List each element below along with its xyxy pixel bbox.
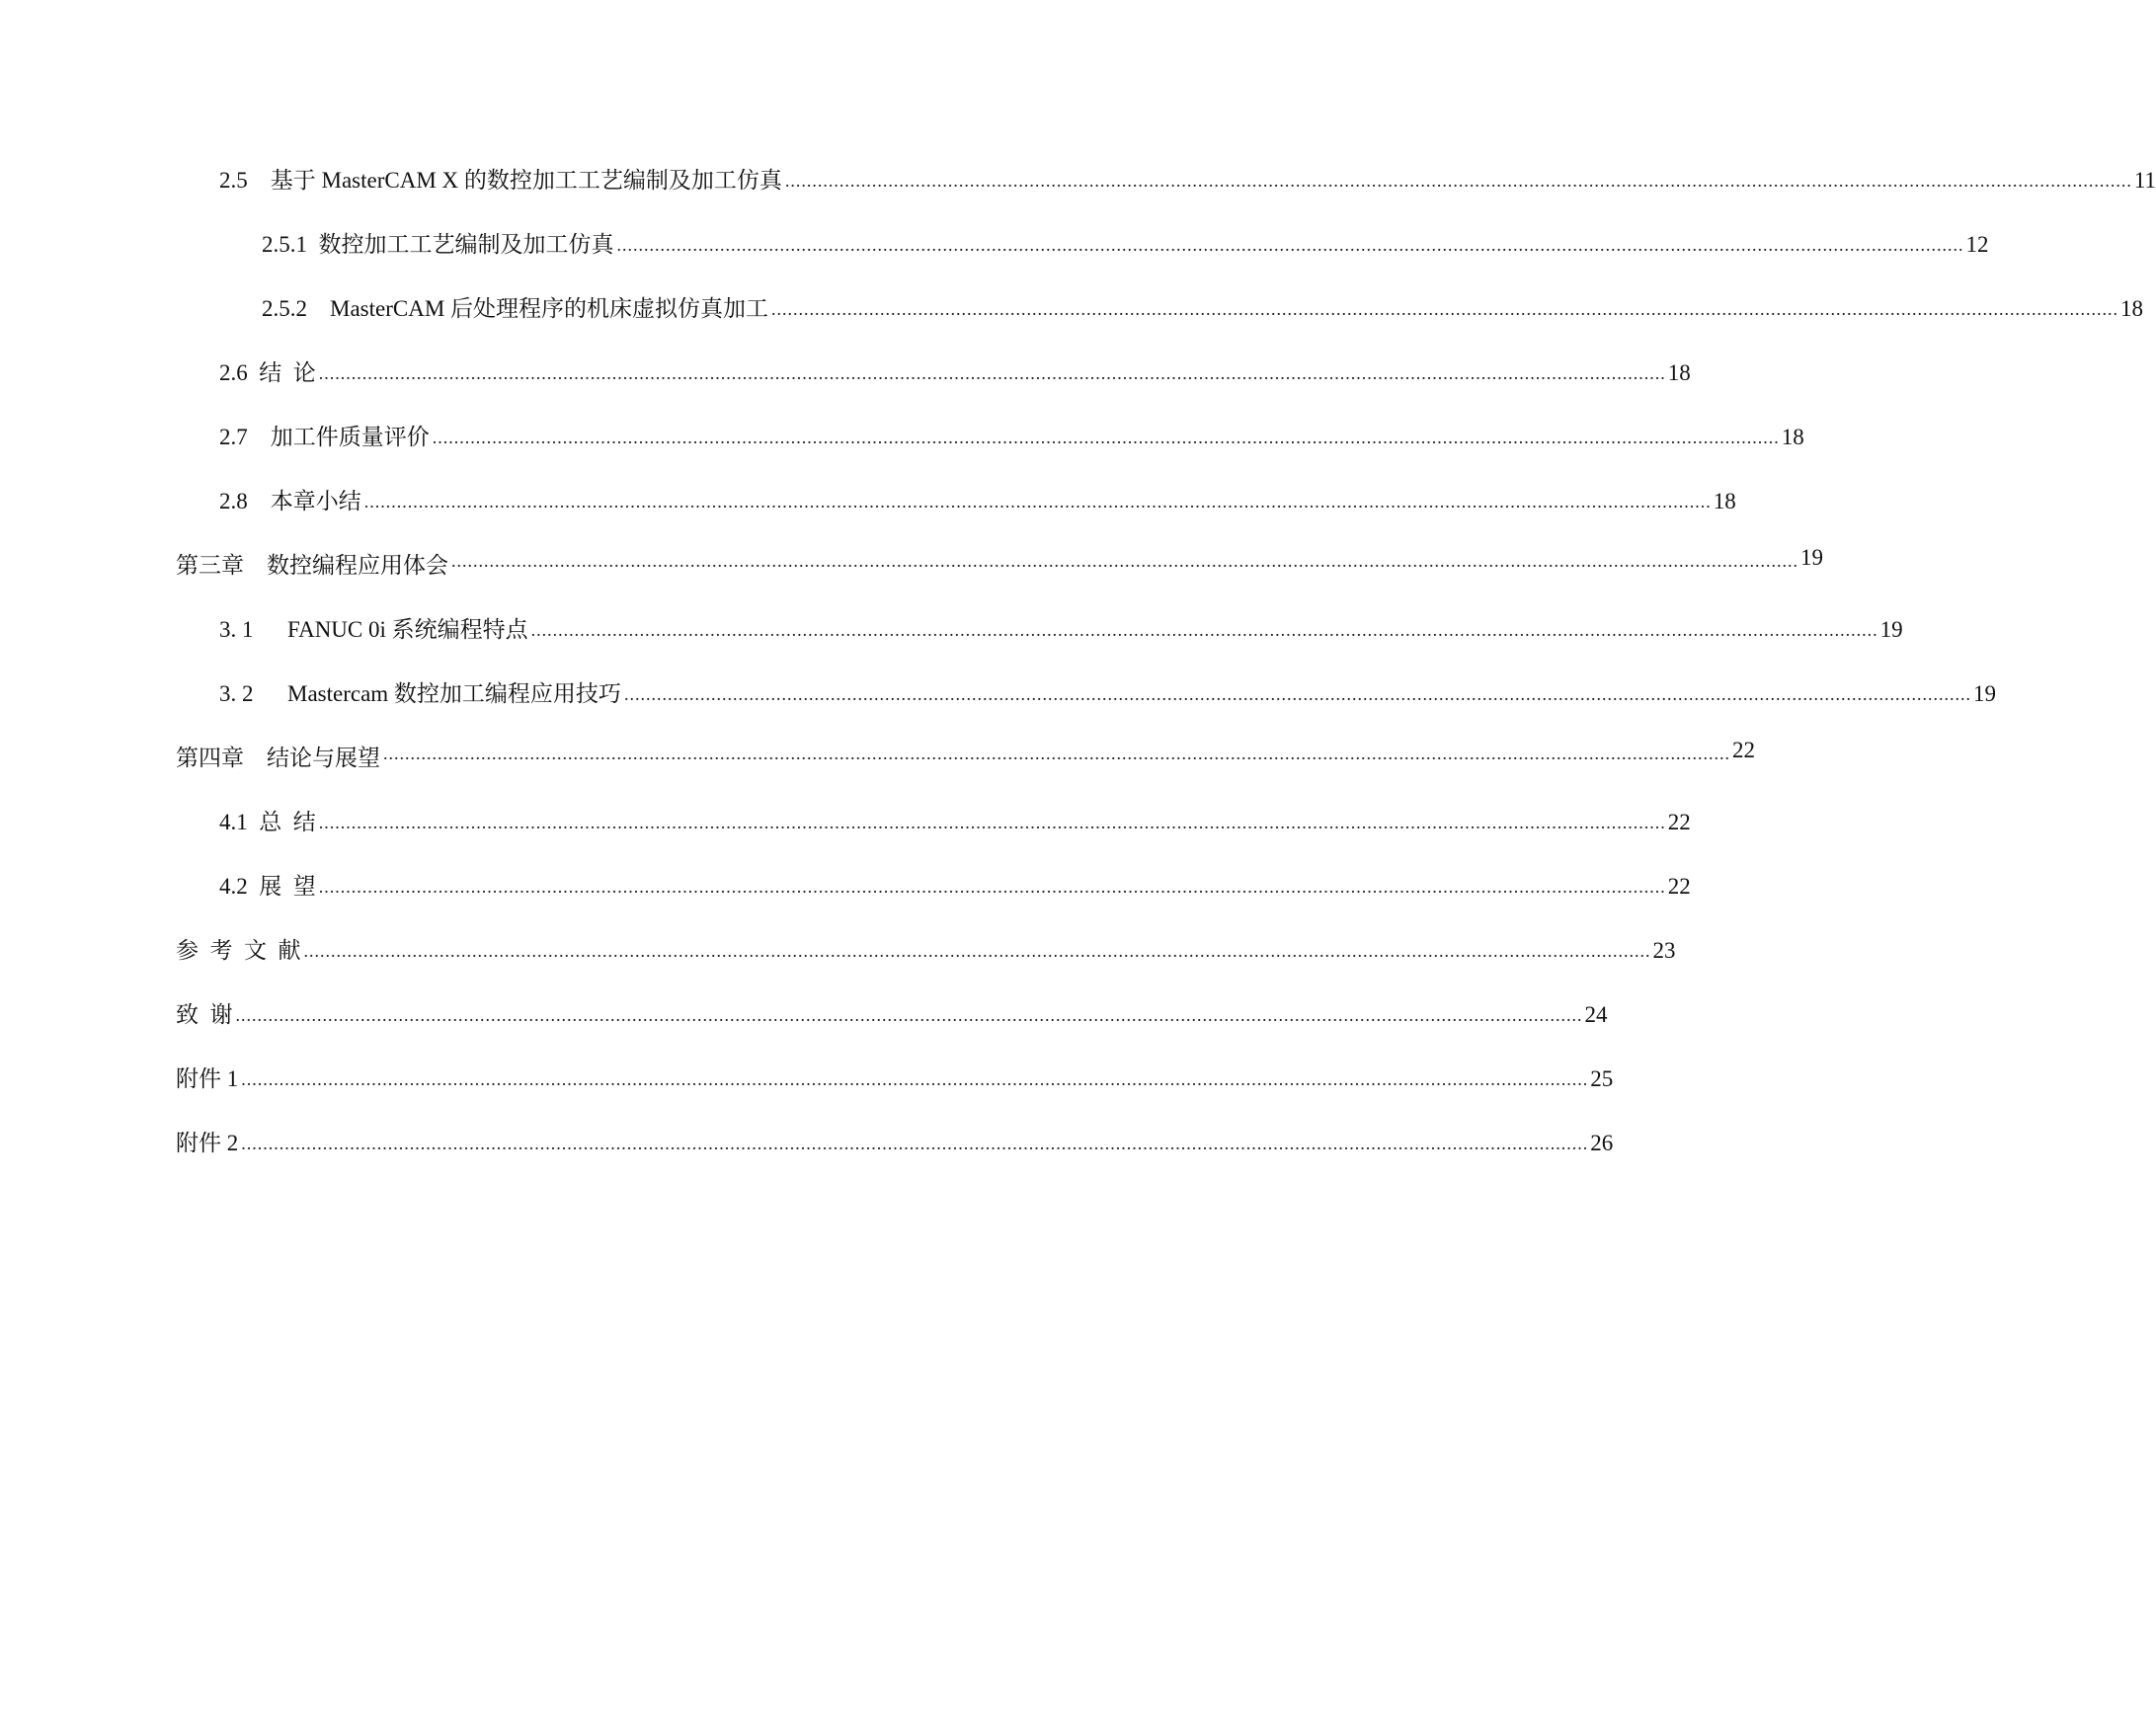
toc-entry-label: 第四章 结论与展望: [176, 746, 380, 770]
dot-leader: ........................................................................................................................................................................................................................................................: [318, 877, 1666, 897]
toc-entry-page: 18: [1781, 425, 1804, 449]
toc-entry-label: 附件 2: [176, 1131, 239, 1155]
toc-entry-page: 25: [1590, 1066, 1614, 1091]
toc-entry-2-8[interactable]: [219, 477, 1736, 516]
toc-entry-page: 19: [1879, 617, 1903, 642]
toc-entry-label: 参 考 文 献: [176, 938, 301, 963]
toc-entry-page: 22: [1667, 810, 1691, 834]
dot-leader: ........................................................................................................................................................................................................................................................: [432, 428, 1780, 447]
dot-leader: ........................................................................................................................................................................................................................................................: [623, 684, 1971, 704]
toc-entry-3-2[interactable]: [219, 669, 1996, 709]
toc-entry-page: 18: [1713, 489, 1736, 513]
toc-entry-page: 18: [2120, 296, 2144, 321]
dot-leader: ........................................................................................................................................................................................................................................................: [318, 813, 1666, 832]
dot-leader: ........................................................................................................................................................................................................................................................: [530, 620, 1878, 640]
toc-entry-label: 4.2 展 望: [219, 874, 316, 899]
toc-entry-label: 2.6 结 论: [219, 360, 316, 385]
toc-entry-label: 附件 1: [176, 1066, 239, 1091]
toc-entry-label: 3. 1 FANUC 0i 系统编程特点: [219, 617, 528, 642]
toc-entry-label: 2.5 基于 MasterCAM X 的数控加工工艺编制及加工仿真: [219, 168, 782, 193]
toc-entry-page: 22: [1667, 874, 1691, 899]
toc-entry-appendix-2[interactable]: [176, 1119, 1614, 1158]
toc-entry-label: 2.7 加工件质量评价: [219, 425, 430, 449]
dot-leader: ........................................................................................................................................................................................................................................................: [771, 299, 2119, 319]
toc-entry-page: 22: [1732, 738, 1755, 762]
toc-entry-page: 26: [1590, 1131, 1614, 1155]
toc-entry-page: 19: [1800, 545, 1823, 570]
toc-entry-2-5-2[interactable]: [262, 284, 2144, 324]
toc-entry-label: 第三章 数控编程应用体会: [176, 553, 448, 578]
toc-entry-label: 4.1 总 结: [219, 810, 316, 834]
dot-leader: ........................................................................................................................................................................................................................................................: [383, 744, 1730, 763]
toc-entry-3-1[interactable]: [219, 605, 1903, 645]
toc-entry-label: 致 谢: [176, 1002, 233, 1027]
dot-leader: ........................................................................................................................................................................................................................................................: [241, 1134, 1589, 1153]
toc-entry-2-5-1[interactable]: [262, 220, 1989, 260]
dot-leader: ........................................................................................................................................................................................................................................................: [241, 1069, 1589, 1089]
toc-entry-page: 19: [1972, 681, 1996, 706]
toc-entry-2-7[interactable]: [219, 413, 1804, 452]
toc-entry-page: 23: [1652, 938, 1676, 963]
dot-leader: ........................................................................................................................................................................................................................................................: [616, 235, 1964, 255]
toc-entry-appendix-1[interactable]: [176, 1055, 1614, 1094]
toc-entry-page: 18: [1667, 360, 1691, 385]
dot-leader: ........................................................................................................................................................................................................................................................: [318, 363, 1666, 383]
dot-leader: ........................................................................................................................................................................................................................................................: [363, 492, 1712, 512]
toc-entry-4-2[interactable]: [219, 862, 1691, 902]
toc-entry-2-6[interactable]: [219, 349, 1691, 388]
toc-entry-label: 2.5.2 MasterCAM 后处理程序的机床虚拟仿真加工: [262, 296, 769, 321]
toc-entry-page: 12: [1965, 232, 1989, 257]
toc-entry-2-5[interactable]: [219, 156, 2156, 196]
toc-entry-chapter-3[interactable]: [176, 541, 1823, 581]
toc-entry-label: 2.8 本章小结: [219, 489, 361, 513]
dot-leader: ........................................................................................................................................................................................................................................................: [235, 1005, 1583, 1025]
dot-leader: ........................................................................................................................................................................................................................................................: [451, 551, 1798, 571]
toc-entry-label: 3. 2 Mastercam 数控加工编程应用技巧: [219, 681, 621, 706]
toc-entry-4-1[interactable]: [219, 798, 1691, 837]
dot-leader: ........................................................................................................................................................................................................................................................: [303, 941, 1651, 961]
toc-entry-acknowledgements[interactable]: [176, 990, 1608, 1030]
toc-entry-page: 24: [1584, 1002, 1608, 1027]
dot-leader: ........................................................................................................................................................................................................................................................: [784, 171, 2132, 191]
toc-entry-page: 11: [2133, 168, 2156, 193]
toc-entry-references[interactable]: [176, 926, 1676, 966]
toc-entry-chapter-4[interactable]: [176, 734, 1755, 773]
toc-entry-label: 2.5.1 数控加工工艺编制及加工仿真: [262, 232, 614, 257]
